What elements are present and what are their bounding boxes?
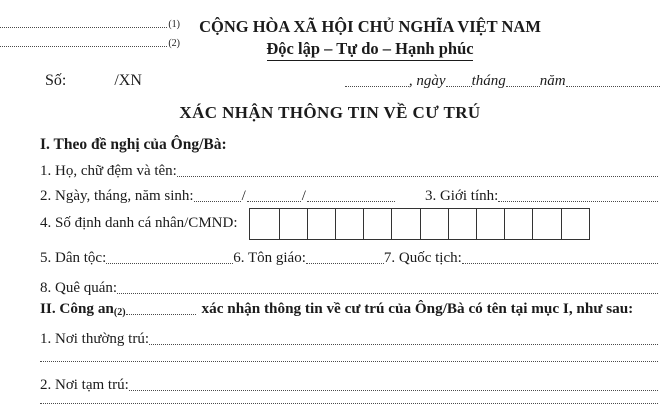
authority-blank-line-1 xyxy=(0,14,180,32)
permanent-residence-fill-line-2[interactable] xyxy=(40,361,658,362)
document-number-suffix: /XN xyxy=(114,72,142,89)
temporary-residence-label: 2. Nơi tạm trú: xyxy=(40,377,129,393)
date-word-thang: tháng xyxy=(471,73,506,89)
id-number-label: 4. Số định danh cá nhân/CMND: xyxy=(40,215,238,231)
hometown-label: 8. Quê quán: xyxy=(40,280,118,296)
id-digit-cell[interactable] xyxy=(448,209,476,239)
hometown-fill-line[interactable] xyxy=(117,293,658,294)
footnote-ref-1: (1) xyxy=(168,19,180,30)
id-digit-cell[interactable] xyxy=(335,209,363,239)
day-fill-line[interactable] xyxy=(446,86,472,87)
issuing-authority-corner xyxy=(0,14,180,61)
id-digit-cell[interactable] xyxy=(250,209,278,239)
form-header xyxy=(0,14,660,61)
nationality-label: 7. Quốc tịch: xyxy=(383,250,462,266)
date-word-nam: năm xyxy=(539,73,566,89)
dob-gender-row xyxy=(40,186,658,205)
dob-month-fill[interactable] xyxy=(247,201,301,202)
document-title: XÁC NHẬN THÔNG TIN VỀ CƯ TRÚ xyxy=(179,103,481,122)
authority-fill-line-1[interactable] xyxy=(0,27,167,28)
form-body xyxy=(0,135,660,404)
place-fill-line[interactable] xyxy=(345,86,409,87)
date-word-ngay: , ngày xyxy=(408,73,446,89)
section-2-heading-prefix: II. Công an xyxy=(40,300,114,317)
dob-day-fill[interactable] xyxy=(194,201,241,202)
id-digit-cell[interactable] xyxy=(391,209,419,239)
id-digit-boxes xyxy=(249,208,589,240)
document-number-label: Số: xyxy=(45,72,67,89)
month-fill-line[interactable] xyxy=(506,86,540,87)
section-2-heading-row xyxy=(40,299,658,318)
dob-label: 2. Ngày, tháng, năm sinh: xyxy=(40,188,194,204)
authority-fill-line-2[interactable] xyxy=(0,46,167,47)
temporary-residence-fill-line-2[interactable] xyxy=(40,403,658,404)
national-title: CỘNG HÒA XÃ HỘI CHỦ NGHĨA VIỆT NAM xyxy=(199,17,541,36)
section-2-heading-suffix: xác nhận thông tin về cư trú của Ông/Bà có tên tại mục I, như sau: xyxy=(201,300,634,317)
place-date-line xyxy=(345,73,660,90)
national-motto: Độc lập – Tự do – Hạnh phúc xyxy=(266,39,474,58)
nationality-fill-line[interactable] xyxy=(462,263,658,264)
ethnicity-religion-nationality-row xyxy=(40,248,658,267)
ethnicity-fill-line[interactable] xyxy=(106,263,233,264)
police-unit-fill-line[interactable] xyxy=(126,314,196,315)
gender-label: 3. Giới tính: xyxy=(424,188,499,204)
year-fill-line[interactable] xyxy=(566,86,660,87)
permanent-residence-row xyxy=(40,329,658,348)
full-name-row xyxy=(40,161,658,180)
religion-fill-line[interactable] xyxy=(306,263,384,264)
id-digit-cell[interactable] xyxy=(504,209,532,239)
section-1-heading: I. Theo đề nghị của Ông/Bà: xyxy=(40,136,227,153)
section-1-heading-row xyxy=(40,135,658,154)
full-name-label: 1. Họ, chữ đệm và tên: xyxy=(40,163,177,179)
authority-blank-line-2 xyxy=(0,33,180,51)
permanent-residence-label: 1. Nơi thường trú: xyxy=(40,331,149,347)
id-digit-cell[interactable] xyxy=(363,209,391,239)
id-digit-cell[interactable] xyxy=(561,209,589,239)
motto-underline xyxy=(267,60,473,61)
ethnicity-label: 5. Dân tộc: xyxy=(40,250,107,266)
dob-separator-2: / xyxy=(301,188,306,204)
number-date-row xyxy=(0,70,660,90)
id-digit-cell[interactable] xyxy=(279,209,307,239)
id-digit-cell[interactable] xyxy=(420,209,448,239)
permanent-residence-fill-line[interactable] xyxy=(149,344,658,345)
section-2-footnote-ref: (2) xyxy=(113,307,126,318)
temporary-residence-row xyxy=(40,375,658,394)
id-digit-cell[interactable] xyxy=(476,209,504,239)
dob-year-fill[interactable] xyxy=(307,201,395,202)
id-number-row xyxy=(40,207,658,240)
national-header xyxy=(180,14,560,61)
header-spacer xyxy=(560,14,660,61)
id-digit-cell[interactable] xyxy=(307,209,335,239)
full-name-fill-line[interactable] xyxy=(177,176,658,177)
temporary-residence-fill-line[interactable] xyxy=(129,390,658,391)
gender-fill-line[interactable] xyxy=(498,201,658,202)
religion-label: 6. Tôn giáo: xyxy=(233,250,306,266)
dob-separator-1: / xyxy=(241,188,246,204)
hometown-row xyxy=(40,278,658,297)
id-digit-cell[interactable] xyxy=(532,209,560,239)
footnote-ref-2: (2) xyxy=(168,38,180,49)
